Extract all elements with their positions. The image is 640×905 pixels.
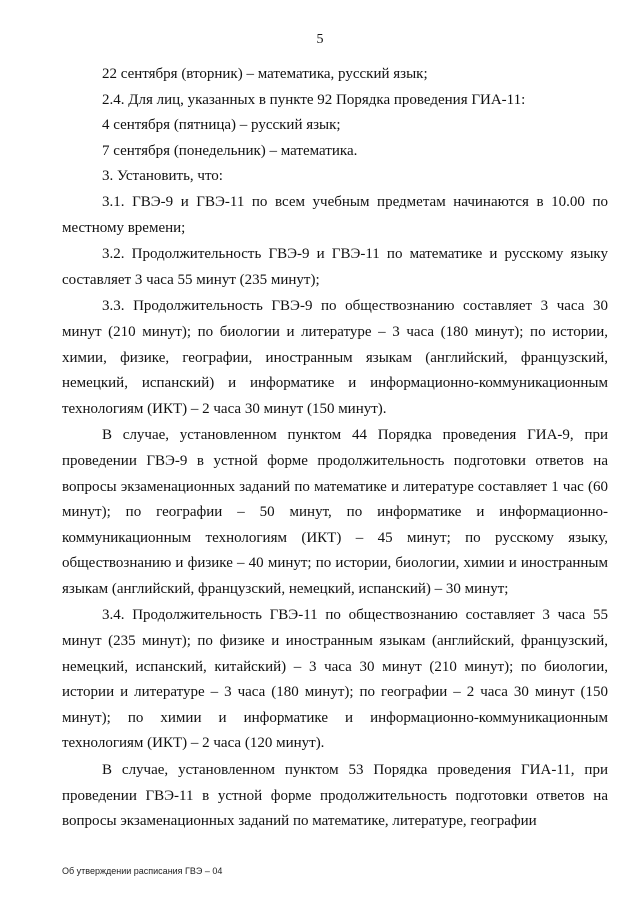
paragraph-3-1: 3.1. ГВЭ-9 и ГВЭ-11 по всем учебным предметам начинаются в 10.00 по местному времени; — [62, 193, 608, 236]
footer-note: Об утверждении расписания ГВЭ – 04 — [62, 866, 223, 876]
paragraph-sept-4: 4 сентября (пятница) – русский язык; — [102, 117, 341, 134]
paragraph-3: 3. Установить, что: — [102, 168, 223, 185]
paragraph-sept-7: 7 сентября (понедельник) – математика. — [102, 142, 358, 159]
paragraph-3-3: 3.3. Продолжительность ГВЭ-9 по обществознанию составляет 3 часа 30 минут (210 минут); по биологии и литературе – 3 часа (180 минут); по истории, химии, физике, географии, иностранным языкам (английский, французский, немецкий, испанский) и информатике и информационно-коммуникационным технологиям (ИКТ) – 2 часа 30 минут (150 минут). — [62, 298, 608, 417]
paragraph-3-2: 3.2. Продолжительность ГВЭ-9 и ГВЭ-11 по математике и русскому языку составляет 3 часа 55 минут (235 минут); — [62, 246, 608, 288]
paragraph-3-4: 3.4. Продолжительность ГВЭ-11 по обществознанию составляет 3 часа 55 минут (235 минут); по физике и иностранным языкам (английский, французский, немецкий, испанский, китайский) – 3 часа 30 минут (210 минут); по биологии, истории и литературе – 3 часа (180 минут); по географии – 2 часа 30 минут (150 минут); по химии и информатике и информационно-коммуникационным технологиям (ИКТ) – 2 часа (120 минут). — [62, 607, 608, 752]
paragraph-2-4: 2.4. Для лиц, указанных в пункте 92 Порядка проведения ГИА-11: — [102, 91, 526, 108]
paragraph-gia11-oral: В случае, установленном пунктом 53 Порядка проведения ГИА-11, при проведении ГВЭ-11 в устной форме продолжительность подготовки ответов на вопросы экзаменационных заданий по математике, литературе, географии — [62, 762, 608, 830]
paragraph-sept-22: 22 сентября (вторник) – математика, русский язык; — [102, 66, 428, 82]
page-number: 5 — [316, 32, 324, 47]
document-body — [62, 62, 608, 835]
paragraph-gia9-oral: В случае, установленном пунктом 44 Порядка проведения ГИА-9, при проведении ГВЭ-9 в устной форме продолжительность подготовки ответов на вопросы экзаменационных заданий по математике и литературе составляет 1 час (60 минут); по географии – 50 минут, по информатике и информационно-коммуникационным технологиям (ИКТ) – 45 минут; по русскому языку, обществознанию и физике – 40 минут; по истории, биологии, химии и иностранным языкам (английский, французский, немецкий, испанский) – 30 минут; — [62, 427, 608, 597]
